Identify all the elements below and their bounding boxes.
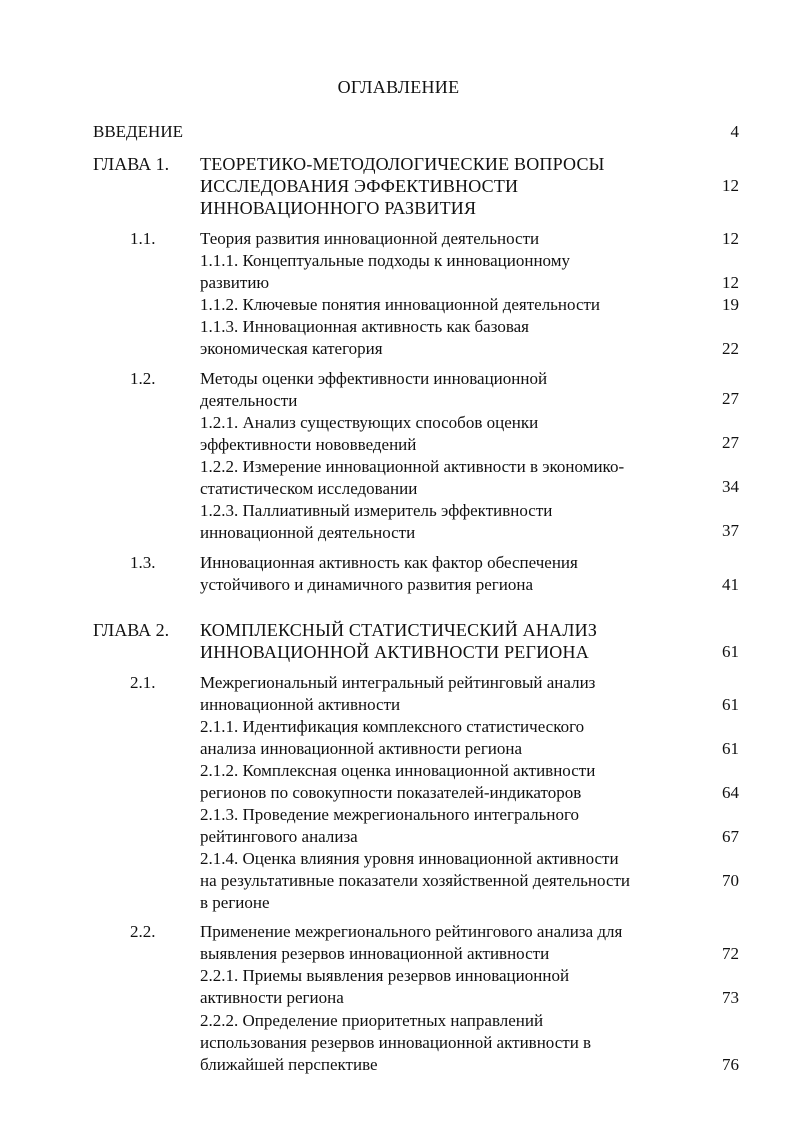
toc-line: регионов по совокупности показателей-индикаторов: [200, 783, 582, 802]
toc-line: 2.1.4. Оценка влияния уровня инновационной активности: [200, 849, 619, 868]
toc-line: Методы оценки эффективности инновационной: [200, 369, 548, 388]
toc-line: ИННОВАЦИОННОЙ АКТИВНОСТИ РЕГИОНА: [200, 642, 589, 662]
toc-page-number: 41: [722, 575, 739, 594]
toc-section-label: 2.1.: [130, 673, 156, 692]
toc-line: выявления резервов инновационной активности: [200, 944, 550, 963]
toc-page-number: 22: [722, 339, 739, 358]
toc-line: активности региона: [200, 988, 344, 1007]
toc-page-number: 64: [722, 783, 739, 802]
toc-line: 1.1.2. Ключевые понятия инновационной деятельности: [200, 295, 601, 314]
toc-section-label: 2.2.: [130, 922, 156, 941]
toc-line: 2.1.1. Идентификация комплексного статистического: [200, 717, 585, 736]
toc-page-number: 27: [722, 433, 739, 452]
toc-line: 1.2.3. Паллиативный измеритель эффективности: [200, 501, 553, 520]
toc-page-number: 4: [730, 122, 739, 141]
toc-page-number: 12: [722, 176, 739, 195]
toc-page-number: 27: [722, 389, 739, 408]
toc-line: на результативные показатели хозяйственной деятельности: [200, 871, 631, 890]
toc-entry-title: ВВЕДЕНИЕ: [93, 122, 183, 141]
toc-line: 2.2.2. Определение приоритетных направлений: [200, 1011, 544, 1030]
toc-page-number: 72: [722, 944, 739, 963]
toc-page-number: 76: [722, 1055, 739, 1074]
toc-page-number: 70: [722, 871, 739, 890]
toc-line: рейтингового анализа: [200, 827, 358, 846]
toc-line: 1.2.2. Измерение инновационной активности в экономико-: [200, 457, 625, 476]
toc-line: 2.2.1. Приемы выявления резервов инновационной: [200, 966, 570, 985]
toc-line: использования резервов инновационной активности в: [200, 1033, 592, 1052]
toc-line: ТЕОРЕТИКО-МЕТОДОЛОГИЧЕСКИЕ ВОПРОСЫ: [200, 154, 605, 174]
toc-line: анализа инновационной активности региона: [200, 739, 523, 758]
toc-page-number: 12: [722, 273, 739, 292]
toc-chapter-label: ГЛАВА 1.: [93, 154, 170, 174]
toc-chapter-label: ГЛАВА 2.: [93, 620, 170, 640]
toc-page-number: 12: [722, 229, 739, 248]
toc-page-number: 67: [722, 827, 739, 846]
toc-line: статистическом исследовании: [200, 479, 418, 498]
toc-section-label: 1.2.: [130, 369, 156, 388]
toc-line: 2.1.2. Комплексная оценка инновационной активности: [200, 761, 596, 780]
toc-line: эффективности нововведений: [200, 435, 417, 454]
toc-line: экономическая категория: [200, 339, 383, 358]
toc-line: инновационной деятельности: [200, 523, 416, 542]
toc-page-number: 34: [722, 477, 739, 496]
toc-page-number: 61: [722, 695, 739, 714]
toc-line: устойчивого и динамичного развития региона: [200, 575, 533, 594]
toc-line: 2.1.3. Проведение межрегионального интегрального: [200, 805, 580, 824]
toc-line: ИННОВАЦИОННОГО РАЗВИТИЯ: [200, 198, 477, 218]
toc-line: Теория развития инновационной деятельности: [200, 229, 540, 248]
toc-page-number: 37: [722, 521, 739, 540]
toc-page-number: 19: [722, 295, 739, 314]
toc-page-number: 61: [722, 739, 739, 758]
toc-line: в регионе: [200, 893, 270, 912]
toc-section-label: 1.3.: [130, 553, 156, 572]
toc-section-label: 1.1.: [130, 229, 156, 248]
toc-line: Межрегиональный интегральный рейтинговый анализ: [200, 673, 596, 692]
toc-line: деятельности: [200, 391, 298, 410]
toc-line: 1.1.1. Концептуальные подходы к инновационному: [200, 251, 570, 270]
toc-line: 1.1.3. Инновационная активность как базовая: [200, 317, 529, 336]
toc-page-number: 61: [722, 642, 739, 661]
toc-line: ближайшей перспективе: [200, 1055, 378, 1074]
toc-line: развитию: [200, 273, 270, 292]
page-title: ОГЛАВЛЕНИЕ: [337, 77, 460, 97]
toc-line: ИССЛЕДОВАНИЯ ЭФФЕКТИВНОСТИ: [200, 176, 519, 196]
toc-line: Инновационная активность как фактор обеспечения: [200, 553, 578, 572]
toc-page-number: 73: [722, 988, 739, 1007]
toc-line: Применение межрегионального рейтингового анализа для: [200, 922, 623, 941]
toc-line: инновационной активности: [200, 695, 401, 714]
toc-line: КОМПЛЕКСНЫЙ СТАТИСТИЧЕСКИЙ АНАЛИЗ: [200, 620, 598, 640]
toc-line: 1.2.1. Анализ существующих способов оценки: [200, 413, 539, 432]
